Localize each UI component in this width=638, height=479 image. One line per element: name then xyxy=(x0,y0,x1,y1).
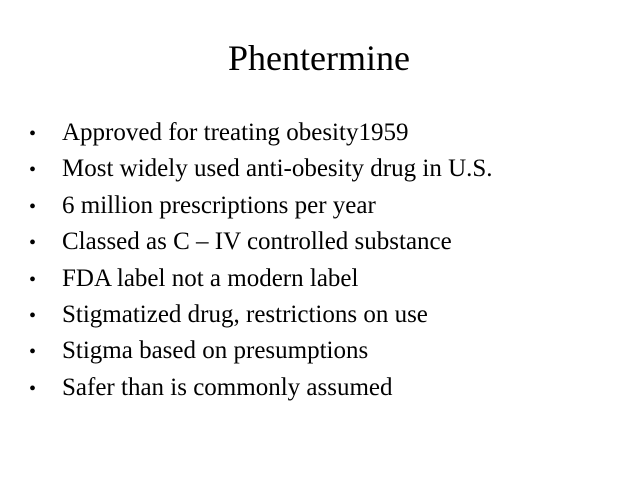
slide-title: Phentermine xyxy=(228,38,410,78)
bullet-text: Stigmatized drug, restrictions on use xyxy=(62,300,428,328)
bullet-text: Approved for treating obesity1959 xyxy=(62,119,409,146)
bullet-list xyxy=(29,115,619,406)
bullet-text: 6 million prescriptions per year xyxy=(62,191,376,219)
bullet-icon: • xyxy=(29,195,37,218)
bullet-item xyxy=(29,261,619,297)
bullet-item xyxy=(29,370,619,406)
bullet-icon: • xyxy=(29,232,37,255)
bullet-icon: • xyxy=(29,268,37,291)
bullet-item xyxy=(29,151,619,187)
bullet-text: Safer than is commonly assumed xyxy=(62,373,393,401)
bullet-item xyxy=(29,333,619,369)
bullet-item xyxy=(29,297,619,333)
bullet-icon: • xyxy=(29,304,37,327)
bullet-text: Most widely used anti-obesity drug in U.S. xyxy=(62,155,493,183)
bullet-text: Classed as C – IV controlled substance xyxy=(62,228,452,256)
bullet-icon: • xyxy=(29,377,37,400)
bullet-text: Stigma based on presumptions xyxy=(62,337,369,365)
bullet-icon: • xyxy=(29,123,37,145)
bullet-item xyxy=(29,115,619,151)
bullet-item xyxy=(29,224,619,260)
bullet-text: FDA label not a modern label xyxy=(62,264,359,292)
bullet-item xyxy=(29,188,619,224)
bullet-icon: • xyxy=(29,341,37,364)
bullet-icon: • xyxy=(29,159,37,182)
